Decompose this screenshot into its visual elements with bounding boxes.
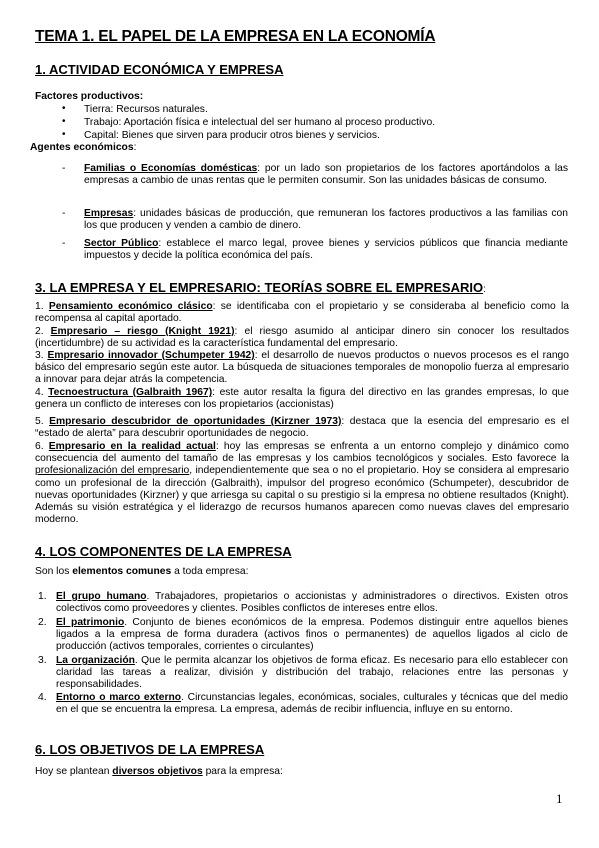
componente-item (56, 591, 568, 615)
intro-text: a toda empresa: (171, 566, 249, 577)
agentes-heading-colon: : (133, 142, 137, 153)
teoria-term: Tecnoestructura (Galbraith 1967) (48, 387, 213, 398)
teoria-number: 3. (35, 350, 48, 361)
bullet-icon: • (62, 129, 66, 140)
section-1-heading (35, 62, 283, 77)
agente-item (84, 238, 568, 262)
componente-term: El grupo humano (56, 591, 147, 602)
agentes-heading (30, 142, 136, 154)
teoria-term: Empresario innovador (Schumpeter 1942) (47, 350, 255, 361)
componente-item (56, 692, 568, 716)
teoria-item (35, 326, 569, 350)
factores-heading: Factores productivos: (35, 91, 144, 102)
teoria-text: : destaca que la esencia del empresario es el “estado de alerta” para descubrir oportunidades de negocio. (35, 416, 569, 440)
teoria-number: 2. (35, 326, 51, 337)
dash-bullet: - (62, 238, 66, 249)
section-3-tail: : (483, 284, 486, 295)
intro-text: Son los (35, 566, 73, 577)
section-4-intro (35, 566, 249, 578)
teoria-number: 1. (35, 301, 49, 312)
componente-text: . Conjunto de bienes económicos de la empresa. Podemos distinguir entre aquellos bienes ligados a la empresa de forma duradera (activos finos o permanentes) de aquellos ligados al ciclo de producción (activos temporales, corrientes o circulantes) (56, 617, 568, 653)
teoria-text: : este autor resalta la figura del directivo en las grandes empresas, lo que genera un conflicto de intereses con los propietarios (accionistas) (35, 387, 570, 411)
agente-text: : unidades básicas de producción, que remuneran los factores productivos a las familias con los que producen y venden a cambio de dinero. (84, 208, 568, 232)
intro-emphasis: elementos comunes (72, 566, 172, 577)
componente-item (56, 655, 568, 692)
section-4-number: 4. (35, 544, 46, 559)
componente-text: . Que le permita alcanzar los objetivos de forma eficaz. Es necesario para ello establecer con claridad las tareas a realizar, división y distribución del trabajo, relaciones entre las personas y responsabilidades. (56, 655, 568, 691)
componente-term: La organización (56, 655, 135, 666)
teoria-item (35, 416, 569, 440)
dash-bullet: - (62, 163, 66, 174)
intro-text: para la empresa: (202, 766, 283, 777)
teoria-term: Empresario – riesgo (Knight 1921) (50, 326, 235, 337)
bullet-icon: • (62, 116, 66, 127)
section-6-intro (35, 766, 283, 778)
section-1-number: 1. (35, 62, 46, 77)
section-4-title: LOS COMPONENTES DE LA EMPRESA (45, 544, 292, 559)
agente-item (84, 208, 568, 232)
teoria-term: Empresario descubridor de oportunidades (Kirzner 1973) (49, 416, 342, 427)
agente-text: : por un lado son propietarios de los factores aportándolos a las empresas a cambio de unas rentas que le permiten consumir. Son las unidades básicas de consumo. (84, 163, 569, 187)
agente-text: : establece el marco legal, provee bienes y servicios públicos que financia mediante impuestos y decide la política económica del país. (84, 238, 569, 262)
dash-bullet: - (62, 208, 66, 219)
teoria-text: : el desarrollo de nuevos productos o nuevos procesos es el rango básico del empresario según este autor. La búsqueda de situaciones temporales de monopolio fuerza al empresario a innovar para dejar atrás la competencia. (35, 350, 569, 386)
page-number: 1 (556, 791, 563, 806)
document-title: TEMA 1. EL PAPEL DE LA EMPRESA EN LA ECONOMÍA (35, 28, 436, 45)
bullet-icon: • (62, 103, 66, 114)
teoria-number: 5. (35, 416, 50, 427)
intro-emphasis: diversos objetivos (112, 766, 203, 777)
section-3-heading (35, 280, 486, 295)
componente-text: . Trabajadores, propietarios o accionistas y administradores o directivos. Existen otros colectivos como proveedores y clientes. Posibles conflictos de intereses entre ellos. (56, 591, 568, 615)
factor-item: Trabajo: Aportación física e intelectual del ser humano al proceso productivo. (84, 117, 436, 128)
componente-term: Entorno o marco externo (56, 692, 182, 703)
agente-term: Familias o Economías domésticas (84, 163, 258, 174)
teoria-item (35, 441, 569, 526)
intro-text: Hoy se plantean (35, 766, 113, 777)
teoria-number: 6. (35, 441, 49, 452)
list-number: 1. (38, 591, 47, 602)
teoria-item (35, 350, 569, 387)
factor-item: Tierra: Recursos naturales. (84, 104, 208, 115)
agente-term: Empresas (84, 208, 134, 219)
agente-term: Sector Público (84, 238, 159, 249)
teoria-number: 4. (35, 387, 49, 398)
teoria-term-secondary: profesionalización del empresario (35, 465, 190, 477)
teoria-text: : hoy las empresas se enfrenta a un entorno complejo y dinámico como consecuencia del aumento del tamaño de las empresas y los cambios tecnológicos y sociales. Esto favorece la (35, 441, 570, 465)
list-number: 2. (38, 617, 47, 628)
componente-text: . Circunstancias legales, económicas, sociales, culturales y técnicas que del medio en el que se encuentra la empresa. La empresa, además de recibir influencia, influye en su entorno. (56, 692, 569, 716)
componente-item (56, 617, 568, 654)
agente-item (84, 163, 568, 187)
section-6-title: 6. LOS OBJETIVOS DE LA EMPRESA (35, 742, 265, 757)
teoria-item (35, 387, 569, 411)
list-number: 3. (38, 655, 47, 666)
factor-item: Capital: Bienes que sirven para producir otros bienes y servicios. (84, 130, 380, 141)
teoria-text: : se identificaba con el propietario y se consideraba al beneficio como la recompensa al capital aportado. (35, 301, 570, 325)
componente-term: El patrimonio (56, 617, 125, 628)
teoria-term: Empresario en la realidad actual (48, 441, 216, 452)
section-4-heading (35, 544, 292, 559)
section-6-heading (35, 742, 264, 757)
agentes-heading-text: Agentes económicos (30, 142, 134, 153)
section-1-title: ACTIVIDAD ECONÓMICA Y EMPRESA (45, 62, 284, 77)
teoria-item (35, 301, 569, 325)
teoria-text: : el riesgo asumido al anticipar dinero sin conocer los resultados (incertidumbre) de su actividad es la característica fundamental del empresario. (35, 326, 569, 350)
section-3-title: 3. LA EMPRESA Y EL EMPRESARIO: TEORÍAS SOBRE EL EMPRESARIO (35, 280, 484, 295)
teoria-text-secondary: , independientemente que sea o no el propietario. Hoy se considera al empresario como un profesional de la dirección (Galbraith), impulsor del progreso económico (Schumpeter), descubridor de nuevas oportunidades (Kirzner) y que arriesga su capital o su prestigio si la empresa no obtiene resultados (Knight). Además su visión estratégica y el liderazgo de recursos humanos aparecen como nuevas claves del empresario moderno. (35, 465, 569, 526)
teoria-term: Pensamiento económico clásico (48, 301, 213, 312)
list-number: 4. (38, 692, 47, 703)
